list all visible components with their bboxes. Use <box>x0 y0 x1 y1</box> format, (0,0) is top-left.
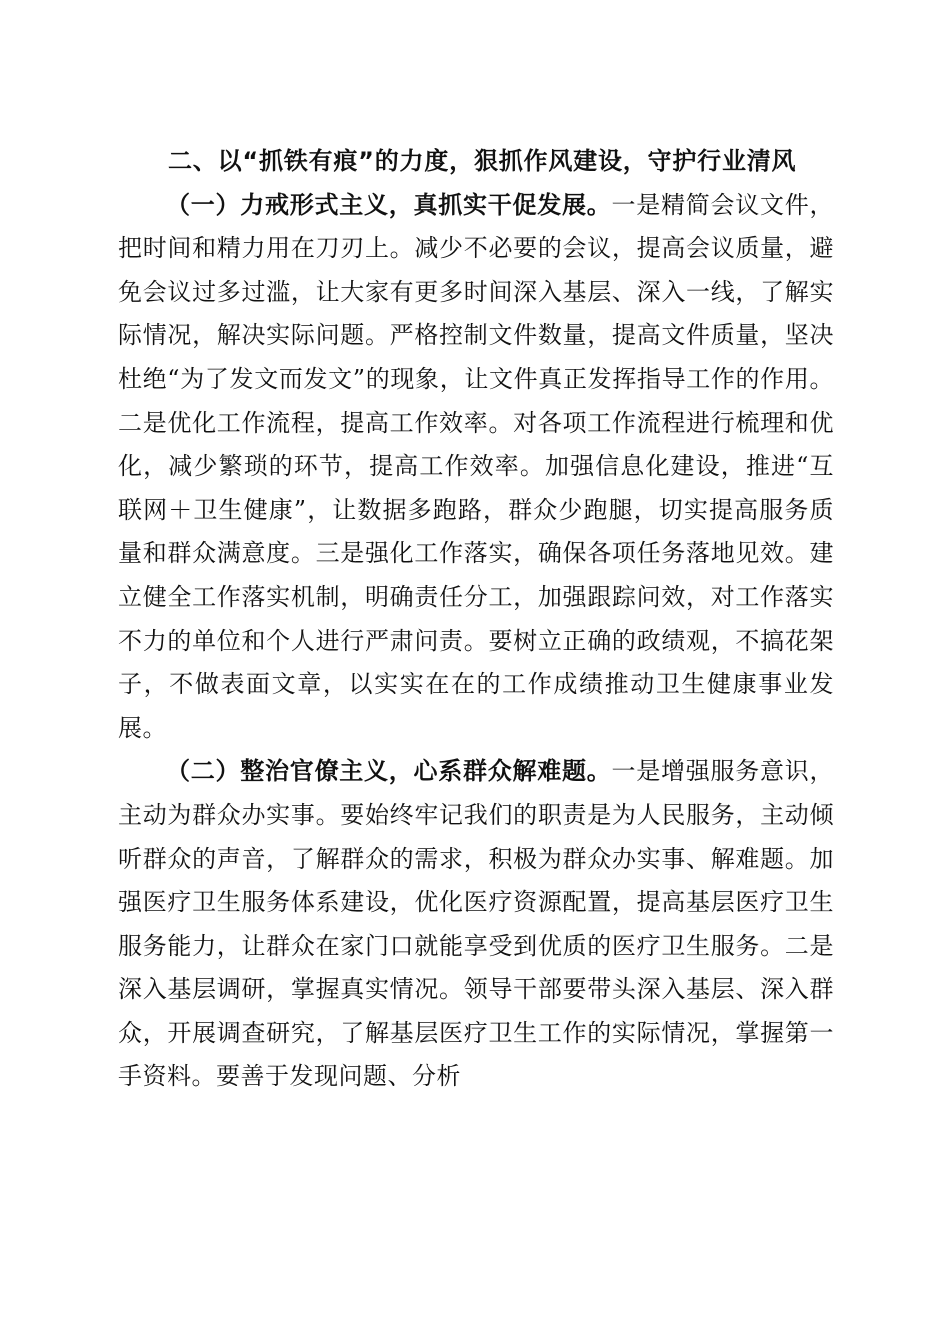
paragraph-text: 一是精简会议文件，把时间和精力用在刀刃上。减少不必要的会议，提高会议质量，避免会议过多过滥，让大家有更多时间深入基层、深入一线，了解实际情况，解决实际问题。严格控制文件数量，提高文件质量，坚决杜绝“为了发文而发文”的现象，让文件真正发挥指导工作的作用。二是优化工作流程，提高工作效率。对各项工作流程进行梳理和优化，减少繁琐的环节，提高工作效率。加强信息化建设，推进“互联网＋卫生健康”，让数据多跑路，群众少跑腿，切实提高服务质量和群众满意度。三是强化工作落实，确保各项任务落地见效。建立健全工作落实机制，明确责任分工，加强跟踪问效，对工作落实不力的单位和个人进行严肃问责。要树立正确的政绩观，不搞花架子，不做表面文章，以实实在在的工作成绩推动卫生健康事业发展。 <box>118 190 834 742</box>
paragraph-lead: （一）力戒形式主义，真抓实干促发展。 <box>166 190 612 219</box>
paragraph-bureaucracy <box>118 750 834 1099</box>
section-heading: 二、以“抓铁有痕”的力度，狠抓作风建设，守护行业清风 <box>168 147 797 175</box>
document-body <box>118 140 834 1099</box>
paragraph-formalism <box>118 184 834 751</box>
paragraph-text: 一是增强服务意识，主动为群众办实事。要始终牢记我们的职责是为人民服务，主动倾听群众的声音，了解群众的需求，积极为群众办实事、解难题。加强医疗卫生服务体系建设，优化医疗资源配置，提高基层医疗卫生服务能力，让群众在家门口就能享受到优质的医疗卫生服务。二是深入基层调研，掌握真实情况。领导干部要带头深入基层、深入群众，开展调查研究，了解基层医疗卫生工作的实际情况，掌握第一手资料。要善于发现问题、分析 <box>118 757 834 1091</box>
paragraph-lead: （二）整治官僚主义，心系群众解难题。 <box>166 757 612 786</box>
